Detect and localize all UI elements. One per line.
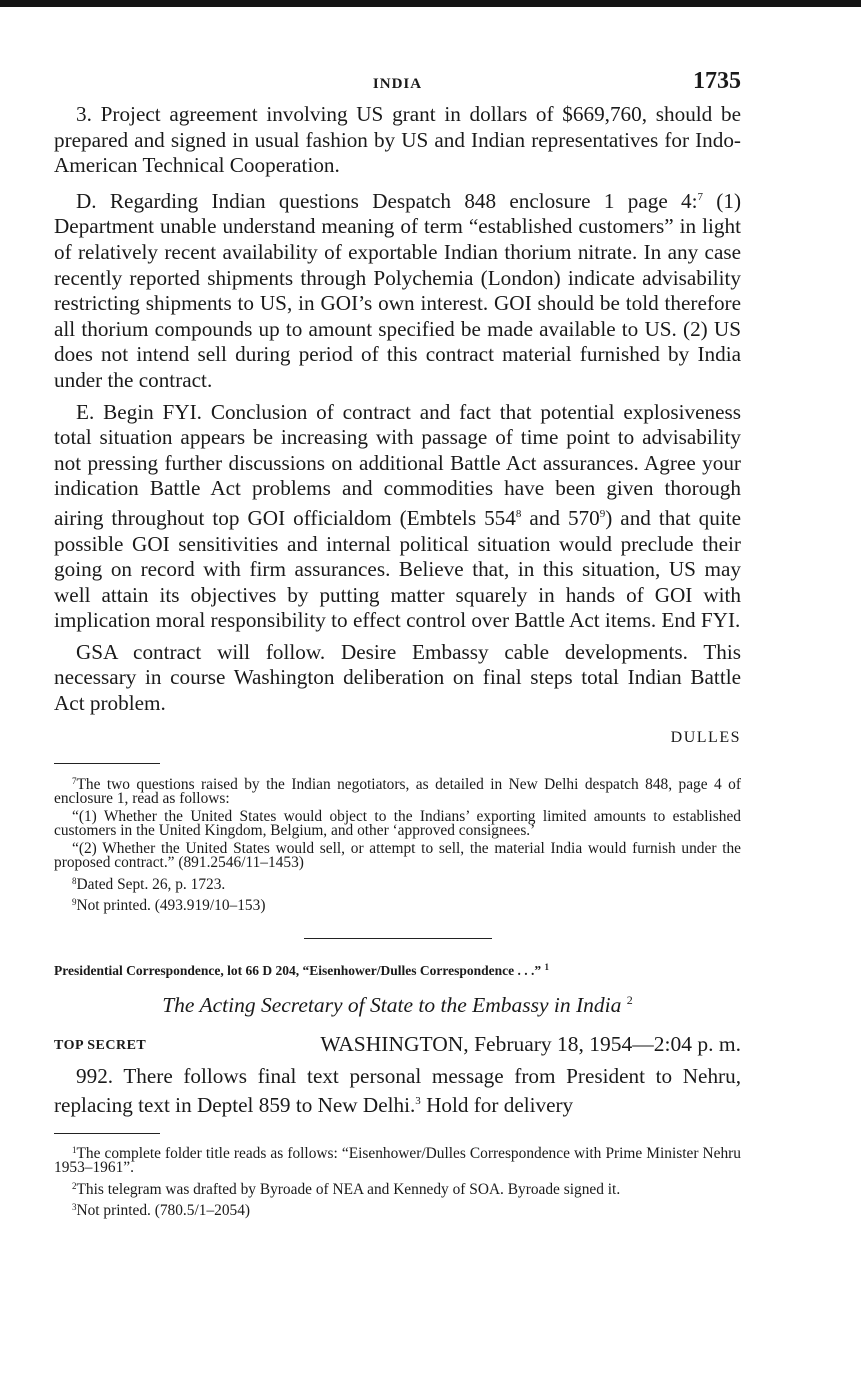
paragraph-lead: E. (76, 399, 95, 424)
source-note-text: Presidential Correspondence, lot 66 D 204, “Eisenhower/Dulles Correspondence . . .” (54, 962, 542, 978)
paragraph-lead: 3. (76, 102, 92, 126)
paragraph-text: Hold for delivery (420, 1093, 574, 1118)
footnote-rule (54, 1133, 160, 1134)
running-head (54, 66, 741, 102)
classification-label: TOP SECRET (54, 1037, 147, 1053)
footnote-text: “(1) Whether the United States would object to the Indians’ exporting limited amounts to established customers in the United Kingdom, Belgium, and other ‘approved consignees.’ (54, 807, 741, 840)
footnote-text: The complete folder title reads as follows: “Eisenhower/Dulles Correspondence with Prime Minister Nehru 1953–1961”. (54, 1144, 741, 1177)
paragraph-text: and 570 (521, 505, 600, 530)
paragraph-d (54, 185, 741, 394)
source-note (54, 962, 741, 979)
footnotes-bottom (54, 1143, 741, 1219)
footnote-ref: 3 (415, 1095, 421, 1108)
footnotes-top (54, 774, 741, 914)
date-line (320, 1032, 741, 1057)
footnote-9 (54, 895, 741, 914)
footnote-ref: 2 (626, 992, 633, 1007)
footnote-text: “(2) Whether the United States would sell, or attempt to sell, the material India would furnish under the proposed contract.” (891.2546/11–1453) (54, 839, 741, 872)
footnote-2 (54, 1179, 741, 1198)
paragraph-text-continued: (1) Department unable understand meaning of term “established customers” in light of relatively recent availability of exportable Indian thorium nitrate. In any case recently reported shipments through Polychemia (London) indicate advisability restricting shipments to US, in GOI’s own interest. GOI should be told therefore all thorium compounds up to amount specified be made available to US. (2) US does not intend sell during period of this contract material furnished by India under the contract. (54, 188, 742, 392)
footnote-number: 2 (72, 1180, 77, 1191)
paragraph-3 (54, 102, 741, 179)
footnote-quote-1 (54, 807, 741, 840)
footnote-ref: 9 (599, 507, 606, 520)
footnote-text: This telegram was drafted by Byroade of NEA and Kennedy of SOA. Byroade signed it. (76, 1180, 621, 1198)
footnote-number: 3 (72, 1202, 77, 1213)
footnote-text: The two questions raised by the Indian negotiators, as detailed in New Delhi despatch 848, page 4 of enclosure 1, read as follows: (54, 775, 741, 808)
footnote-number: 8 (72, 875, 77, 886)
date-time: February 18, 1954—2:04 p. m. (474, 1031, 741, 1056)
footnote-quote-2 (54, 839, 741, 872)
dateline (54, 1030, 741, 1064)
footnote-7 (54, 774, 741, 807)
section-divider (304, 938, 492, 939)
page-number: 1735 (693, 68, 741, 94)
paragraph-text: 992. There follows final text personal message from President to Nehru, replacing text in Deptel 859 to New Delhi. (54, 1063, 741, 1118)
footnote-number: 1 (72, 1144, 77, 1155)
footnote-text: Not printed. (493.919/10–153) (76, 897, 266, 915)
footnote-ref: 7 (697, 190, 703, 203)
paragraph-text: Regarding Indian questions Despatch 848 enclosure 1 page 4: (109, 188, 698, 213)
signature: DULLES (670, 728, 741, 746)
paragraph-text: GSA contract will follow. Desire Embassy cable developments. This necessary in course Washington deliberation on final steps total Indian Battle Act problem. (54, 639, 741, 716)
paragraph-text: Project agreement involving US grant in dollars of $669,760, should be prepared and signed in usual fashion by US and Indian representatives for Indo-American Technical Cooperation. (54, 102, 741, 178)
paragraph-lead: D. (76, 188, 97, 213)
footnote-text: Dated Sept. 26, p. 1723. (76, 875, 226, 893)
footnote-ref: 8 (515, 507, 522, 520)
body-text (54, 102, 741, 717)
footnote-8 (54, 874, 741, 893)
paragraph-text: ) and that quite possible GOI sensitivities and internal political situation would preclude their going on record with firm assurances. Believe that, in this situation, US may well attain its objectives by putting matter squarely in hands of GOI with implication moral responsibility to effect control over Battle Act items. End FYI. (54, 505, 742, 633)
footnote-text: Not printed. (780.5/1–2054) (76, 1202, 251, 1220)
footnote-number: 7 (72, 775, 77, 786)
document-title (54, 993, 741, 1018)
footnote-3 (54, 1200, 741, 1219)
place-name: WASHINGTON, (320, 1031, 469, 1056)
paragraph-gsa (54, 640, 741, 717)
footnote-number: 9 (72, 897, 77, 908)
footnote-rule (54, 763, 160, 764)
paragraph-e (54, 400, 741, 634)
footnote-1 (54, 1143, 741, 1176)
paragraph-text: Begin FYI. Conclusion of contract and fact that potential explosiveness total situation appears be increasing with passage of time point to advisability not pressing further discussions on additional Battle Act assurances. Agree your indication Battle Act problems and commodities have been given thorough airing throughout top GOI officialdom (Embtels 554 (54, 399, 742, 530)
footnote-ref: 1 (544, 961, 549, 972)
document-page (54, 66, 741, 1219)
telegram-paragraph (54, 1064, 741, 1119)
page-edge-shadow (0, 0, 861, 7)
running-head-title: INDIA (372, 76, 423, 92)
telegram-body (54, 1064, 741, 1119)
document-title-text: The Acting Secretary of State to the Embassy in India (162, 992, 622, 1017)
